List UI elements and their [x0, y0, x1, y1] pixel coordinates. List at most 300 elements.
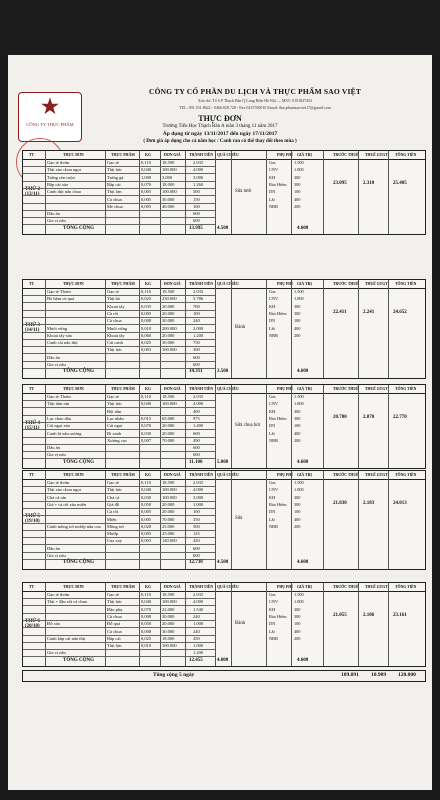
cell-amount: 2.035	[193, 394, 204, 399]
cell-dish: Thịt + đậu sốt cà chua	[47, 599, 87, 605]
header-dish: THỰC ĐƠN	[63, 473, 84, 477]
side-fee-item	[269, 303, 301, 309]
header-tt: TT	[29, 153, 35, 157]
day-table	[22, 582, 426, 667]
cell-ingredient: Mướp	[107, 531, 119, 537]
cell-kg: 0,005	[141, 203, 152, 209]
header-side: PHỤ PHÍ	[277, 387, 293, 391]
cell-ingredient: Gạo tẻ	[107, 160, 119, 165]
side-fee-name: Bảo Hiểm	[269, 613, 287, 619]
side-fee-item	[269, 430, 301, 436]
cell-kg: 0,010	[141, 643, 152, 649]
cell-price: 70.000	[162, 516, 175, 522]
side-fee-name: KH	[269, 408, 276, 414]
cell-ingredient: Thịt lợn	[107, 643, 122, 649]
snack-label: Bánh	[235, 325, 246, 331]
side-fee-value: 400	[294, 516, 301, 522]
header-ingredient: THỰC PHẨM	[111, 473, 135, 477]
cell-ingredient: Bắp cải	[107, 181, 121, 187]
header-pre_tax: TRƯỚC THUẾ	[333, 282, 359, 286]
side-total: 4.600	[297, 459, 309, 465]
cell-price: 20.000	[162, 332, 175, 338]
side-fee-item	[269, 606, 301, 612]
cell-kg: 0,070	[141, 423, 152, 429]
total-amount: 14.311	[189, 369, 203, 375]
side-fee-name: NRB	[269, 523, 278, 529]
cell-price: 70.000	[162, 437, 175, 443]
side-fee-name: Bảo Hiểm	[269, 181, 287, 187]
school-line: Trường Tiểu Học Thạch Bàn A tuần 3 tháng 11 năm 2017	[162, 124, 278, 129]
side-fee-name: KH	[269, 494, 276, 500]
cell-amount: 2.035	[193, 160, 204, 165]
cell-amount: 420	[193, 538, 200, 544]
header-snack: QUÀ CHIỀU	[217, 282, 239, 286]
side-fee-value: 1.800	[294, 167, 304, 173]
header-ingredient: THỰC PHẨM	[111, 282, 135, 286]
header-amount: THÀNH TIỀN	[189, 153, 214, 157]
header-side_value: GIÁ TRỊ	[297, 473, 312, 477]
side-fee-item	[269, 160, 304, 165]
header-dish: THỰC ĐƠN	[63, 387, 84, 391]
cell-kg: 0,005	[141, 531, 152, 537]
column-divider	[358, 385, 359, 468]
column-divider	[215, 280, 216, 378]
cell-amount: 150	[193, 196, 200, 202]
side-fee-item	[269, 401, 304, 407]
cell-amount: 600	[193, 545, 200, 551]
side-fee-value: 300	[294, 494, 301, 500]
cell-amount: 100	[193, 203, 200, 209]
cell-kg: 0,003	[141, 538, 152, 544]
table-row	[23, 217, 215, 225]
cell-dish: Thịt tẩm rán	[47, 401, 70, 407]
header-tt: TT	[29, 387, 35, 391]
note-line: ( Đơn giá áp dụng cho cả năm học / Canh rau có thể thay đổi theo mùa )	[143, 139, 297, 144]
side-fee-name: DN	[269, 318, 276, 324]
side-fee-value: 1.500	[294, 394, 304, 399]
day-total: 22.770	[393, 414, 407, 420]
snack-value: 4.500	[217, 560, 229, 566]
side-fee-item	[269, 203, 301, 209]
cell-amount: 600	[193, 445, 200, 451]
snack-value: 4.500	[217, 225, 229, 231]
cell-amount: 500	[193, 523, 200, 529]
table-row	[23, 552, 215, 560]
header-total: TỔNG TIỀN	[395, 387, 417, 391]
column-divider	[388, 385, 389, 468]
column-divider	[266, 280, 267, 378]
side-fee-item	[269, 167, 304, 173]
day-label: THỨ 3 (14/11)	[25, 323, 40, 334]
cell-kg: 1,000	[141, 174, 152, 180]
header-amount: THÀNH TIỀN	[189, 585, 214, 589]
side-fee-value: 400	[294, 430, 301, 436]
side-fee-value: 400	[294, 325, 301, 331]
header-dish: THỰC ĐƠN	[63, 585, 84, 589]
side-fee-item	[269, 318, 301, 324]
side-fee-name: Lãi	[269, 196, 275, 202]
column-divider	[266, 385, 267, 468]
cell-dish: Gia vị nấu	[47, 218, 66, 224]
header-ingredient: THỰC PHẨM	[111, 153, 135, 157]
side-fee-item	[269, 628, 301, 634]
column-divider	[358, 471, 359, 569]
column-divider	[388, 583, 389, 666]
header-price: ĐƠN GIÁ	[164, 387, 181, 391]
side-total: 4.600	[297, 657, 309, 663]
cell-ingredient: Cà rốt	[107, 310, 119, 316]
cell-kg: 0,010	[141, 325, 152, 331]
cell-ingredient: Thịt lợn	[107, 487, 122, 493]
cell-amount: 500	[193, 189, 200, 195]
total-label: TỔNG CỘNG	[63, 225, 94, 231]
cell-price: 100.000	[162, 167, 177, 173]
side-fee-name: DN	[269, 189, 276, 195]
cell-amount: 600	[193, 362, 200, 367]
cell-kg: 0,110	[141, 160, 151, 165]
cell-kg: 0,070	[141, 606, 152, 612]
tax-total: 2.070	[363, 414, 375, 420]
cell-price: 100.000	[162, 189, 177, 195]
column-divider	[323, 583, 324, 666]
pre-tax-total: 21.055	[333, 612, 347, 618]
cell-kg: 0,040	[141, 401, 152, 407]
side-fee-name: DN	[269, 423, 276, 429]
cell-amount: 4.000	[193, 487, 204, 493]
cell-price: 18.500	[162, 394, 175, 399]
cell-dish: Gạo tẻ Thơm	[47, 394, 71, 399]
snack-label: Sữa	[235, 516, 243, 522]
cell-dish: Giá + cà rốt xào miến	[47, 501, 87, 507]
header-kg: KG	[145, 473, 151, 477]
cell-ingredient: Khoai tây	[107, 303, 125, 309]
cell-price: 65.000	[162, 415, 175, 421]
cell-dish: Gạo tẻ thơm	[47, 592, 70, 597]
cell-dish: Đỗ xào	[47, 621, 61, 627]
header-snack: QUÀ CHIỀU	[217, 387, 239, 391]
cell-ingredient: Cà chua	[107, 613, 122, 619]
day-total: 24.013	[393, 500, 407, 506]
side-fee-item	[269, 635, 301, 641]
day-label: THỨ 6 (20/10)	[25, 618, 40, 629]
cell-ingredient: Bột tẩm	[107, 408, 122, 414]
cell-price: 18.500	[162, 160, 175, 165]
header-side: PHỤ PHÍ	[277, 282, 293, 286]
cell-dish: Canh bắp cải nấu thịt	[47, 635, 86, 641]
side-fee-value: 1.500	[294, 289, 304, 294]
cell-ingredient: Cà chua	[107, 628, 122, 634]
side-fee-item	[269, 189, 301, 195]
side-fee-item	[269, 599, 304, 605]
cell-amount: 4.000	[193, 167, 204, 173]
side-fee-name: Bảo Hiểm	[269, 310, 287, 316]
cell-price: 100.000	[162, 599, 177, 605]
side-fee-name: KH	[269, 606, 276, 612]
column-divider	[266, 151, 267, 234]
side-fee-name: DN	[269, 621, 276, 627]
side-fee-value: 300	[294, 606, 301, 612]
cell-price: 20.000	[162, 430, 175, 436]
logo-mark: ★	[41, 96, 59, 118]
cell-dish: Thịt xào chua ngọt	[47, 167, 81, 173]
side-fee-item	[269, 480, 304, 485]
cell-dish: Bò hầm củ quả	[47, 296, 75, 302]
pre-tax-total: 20.700	[333, 414, 347, 420]
cell-kg: 0,020	[141, 523, 152, 529]
side-fee-value: 200	[294, 523, 301, 529]
header-pre_tax: TRƯỚC THUẾ	[333, 387, 359, 391]
side-fee-value: 300	[294, 310, 301, 316]
side-fee-value: 1.500	[294, 592, 304, 597]
cell-kg: 0,025	[141, 296, 152, 302]
cell-amount: 240	[193, 318, 200, 324]
side-fee-value: 100	[294, 621, 301, 627]
cell-price: 30.000	[162, 628, 175, 634]
side-fee-item	[269, 592, 304, 597]
column-divider	[215, 471, 216, 569]
side-fee-name: KH	[269, 303, 276, 309]
day-table	[22, 384, 426, 469]
company-address: Xóa chỉ: Tổ 6 P Thạch Bàn Q Long Biên Hà Nội — MST: 0101827452	[197, 98, 313, 103]
column-divider	[323, 280, 324, 378]
column-divider	[388, 280, 389, 378]
cell-ingredient: Muối vừng	[107, 325, 128, 331]
table-row	[23, 649, 215, 657]
cell-ingredient: Gạo tẻ	[107, 592, 119, 597]
cell-amount: 600	[193, 354, 200, 360]
cell-amount: 2.035	[193, 592, 204, 597]
cell-price: 140.000	[162, 538, 177, 544]
cell-amount: 100	[193, 509, 200, 515]
header-side: PHỤ PHÍ	[277, 153, 293, 157]
cell-amount: 1.540	[193, 606, 204, 612]
cell-amount: 750	[193, 340, 200, 346]
side-fee-name: CNV	[269, 487, 279, 493]
snack-value: 3.500	[217, 369, 229, 375]
cell-kg: 0,008	[141, 318, 152, 324]
cell-ingredient: Gạo tẻ	[107, 289, 119, 294]
day-label: THỨ 2 (13/11)	[25, 186, 40, 197]
cell-ingredient: Lạc nhân	[107, 415, 124, 421]
side-fee-value: 400	[294, 628, 301, 634]
cell-price: 200.000	[162, 325, 177, 331]
cell-price: 18.500	[162, 480, 175, 485]
cell-price: 18.000	[162, 635, 175, 641]
cell-kg: 0,035	[141, 303, 152, 309]
header-price: ĐƠN GIÁ	[164, 153, 181, 157]
cell-amount: 5.786	[193, 296, 204, 302]
cell-ingredient: Gạo tẻ	[107, 480, 119, 485]
column-divider	[323, 151, 324, 234]
side-fee-value: 300	[294, 303, 301, 309]
column-divider	[291, 583, 292, 666]
side-fee-item	[269, 289, 304, 294]
cell-amount: 240	[193, 628, 200, 634]
cell-amount: 2.035	[193, 480, 204, 485]
cell-amount: 300	[193, 347, 200, 353]
side-fee-name: CNV	[269, 296, 279, 302]
total-amount: 11.100	[189, 459, 203, 465]
header-side: PHỤ PHÍ	[277, 585, 293, 589]
cell-price: 22.000	[162, 606, 175, 612]
cell-ingredient: Giá đỗ	[107, 501, 120, 507]
cell-ingredient: Thịt lợn	[107, 401, 122, 407]
company-name: CÔNG TY CỔ PHẦN DU LỊCH VÀ THỰC PHẨM SAO VIỆT	[148, 87, 362, 96]
side-fee-name: Gas	[269, 592, 276, 597]
side-fee-name: DN	[269, 509, 276, 515]
header-tt: TT	[29, 282, 35, 286]
cell-amount: 350	[193, 516, 200, 522]
side-fee-value: 1.800	[294, 487, 304, 493]
cell-amount: 3.000	[193, 494, 204, 500]
cell-price: 30.000	[162, 318, 175, 324]
cell-ingredient: Xương cục	[107, 437, 127, 443]
header-dish: THỰC ĐƠN	[63, 153, 84, 157]
tax-total: 2.310	[363, 180, 375, 186]
cell-kg: 0,050	[141, 501, 152, 507]
cell-price: 18.500	[162, 289, 175, 294]
cell-price: 20.000	[162, 501, 175, 507]
side-fee-value: 1.500	[294, 480, 304, 485]
table-row	[23, 361, 215, 369]
side-total: 4.600	[297, 560, 309, 566]
header-side_value: GIÁ TRỊ	[297, 387, 312, 391]
cell-amount: 600	[193, 452, 200, 458]
side-fee-name: CNV	[269, 401, 279, 407]
day-label: THỨ 5 (19/10)	[25, 514, 40, 525]
cell-ingredient: Khoai tây	[107, 332, 125, 338]
cell-dish: Bắp cải xào	[47, 181, 69, 187]
header-kg: KG	[145, 153, 151, 157]
header-pre_tax: TRƯỚC THUẾ	[333, 153, 359, 157]
cell-ingredient: Đỗ quả	[107, 621, 121, 627]
day-total: 24.652	[393, 309, 407, 315]
cell-kg: 0,005	[141, 509, 152, 515]
side-fee-item	[269, 501, 301, 507]
cell-kg: 0,005	[141, 516, 152, 522]
column-divider	[231, 385, 232, 468]
cell-amount: 600	[193, 553, 200, 558]
column-divider	[231, 583, 232, 666]
side-fee-name: Bảo Hiểm	[269, 415, 287, 421]
side-fee-value: 300	[294, 613, 301, 619]
grand-total-row	[22, 670, 426, 682]
side-fee-name: CNV	[269, 599, 279, 605]
day-table	[22, 470, 426, 570]
side-fee-name: NRB	[269, 203, 278, 209]
cell-price: 100.000	[162, 487, 177, 493]
side-fee-item	[269, 181, 301, 187]
cell-amount: 1.000	[193, 643, 204, 649]
snack-value: 5.000	[217, 459, 229, 465]
cell-amount: 700	[193, 303, 200, 309]
cell-amount: 100	[193, 310, 200, 316]
cell-ingredient: Cà rốt	[107, 509, 119, 515]
side-fee-item	[269, 621, 301, 627]
cell-price: 20.000	[162, 509, 175, 515]
logo-text: CÔNG TY THỰC PHẨM	[26, 122, 74, 127]
day-table	[22, 279, 426, 379]
side-fee-name: NRB	[269, 332, 278, 338]
column-divider	[231, 151, 232, 234]
pre-tax-total: 21.830	[333, 500, 347, 506]
cell-kg: 0,110	[141, 480, 151, 485]
cell-ingredient: Chả cá	[107, 494, 120, 500]
cell-ingredient: Cua xay	[107, 538, 122, 544]
cell-dish: Khoai tây xào	[47, 332, 73, 338]
cell-amount: 1.000	[193, 501, 204, 507]
side-fee-value: 100	[294, 423, 301, 429]
cell-kg: 0,040	[141, 599, 152, 605]
header-total: TỔNG TIỀN	[395, 585, 417, 589]
column-divider	[388, 471, 389, 569]
header-amount: THÀNH TIỀN	[189, 282, 214, 286]
cell-price: 18.000	[162, 181, 175, 187]
header-tt: TT	[29, 585, 35, 589]
cell-price: 20.000	[162, 621, 175, 627]
side-fee-name: NRB	[269, 437, 278, 443]
cell-amount: 240	[193, 613, 200, 619]
side-total: 4.600	[297, 369, 309, 375]
cell-dish: Chả cá rán	[47, 494, 67, 500]
header-side_value: GIÁ TRỊ	[297, 585, 312, 589]
cell-dish: Dầu ăn	[47, 445, 60, 451]
cell-price: 30.000	[162, 340, 175, 346]
header-kg: KG	[145, 585, 151, 589]
column-divider	[323, 471, 324, 569]
header-total: TỔNG TIỀN	[395, 153, 417, 157]
cell-price: 30.000	[162, 196, 175, 202]
cell-kg: 0,025	[141, 635, 152, 641]
side-fee-name: NRB	[269, 635, 278, 641]
cell-ingredient: Miến	[107, 516, 117, 522]
side-fee-item	[269, 613, 301, 619]
period-line: Áp dụng từ ngày 13/11/2017 đến ngày 17/11/2017	[162, 131, 278, 137]
cell-kg: 0,025	[141, 340, 152, 346]
cell-kg: 0,050	[141, 621, 152, 627]
tax-total: 2.183	[363, 500, 375, 506]
cell-kg: 0,030	[141, 494, 152, 500]
side-fee-item	[269, 394, 304, 399]
column-divider	[215, 385, 216, 468]
cell-price: 20.000	[162, 303, 175, 309]
column-divider	[291, 151, 292, 234]
side-fee-name: Bảo Hiểm	[269, 501, 287, 507]
column-divider	[358, 280, 359, 378]
cell-dish: Canh thịt nấu chua	[47, 189, 81, 195]
total-label: TỔNG CỘNG	[63, 657, 94, 663]
header-tax: THUẾ GTGT	[365, 153, 388, 157]
header-price: ĐƠN GIÁ	[164, 282, 181, 286]
cell-amount: 975	[193, 415, 200, 421]
menu-title: THỰC ĐƠN	[198, 114, 242, 123]
cell-amount: 600	[193, 211, 200, 217]
header-price: ĐƠN GIÁ	[164, 585, 181, 589]
total-label: TỔNG CỘNG	[63, 459, 94, 465]
side-fee-value: 1.500	[294, 160, 304, 165]
cell-dish: Dầu ăn	[47, 354, 60, 360]
cell-amount: 600	[193, 218, 200, 224]
cell-price: 100.000	[162, 494, 177, 500]
cell-dish: Gia vị nấu	[47, 553, 66, 558]
cell-kg: 0,008	[141, 613, 152, 619]
total-amount: 12.455	[189, 657, 203, 663]
side-fee-item	[269, 423, 301, 429]
cell-kg: 0,008	[141, 628, 152, 634]
pre-tax-total: 23.095	[333, 180, 347, 186]
side-fee-value: 200	[294, 437, 301, 443]
cell-price: 25.000	[162, 523, 175, 529]
